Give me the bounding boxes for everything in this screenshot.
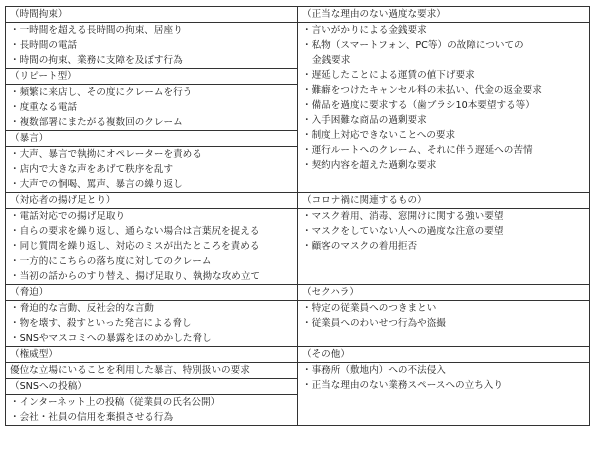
list-item: ・備品を過度に要求する（歯ブラシ10本要望する等）	[302, 100, 535, 111]
list-item: ・顧客のマスクの着用拒否	[302, 241, 418, 252]
list-item: ・言いがかりによる金銭要求	[302, 25, 427, 36]
list-item: ・事務所（敷地内）への不法侵入	[302, 365, 446, 376]
category-title: （正当な理由のない過度な要求）	[298, 7, 590, 23]
category-items	[298, 209, 590, 285]
category-title: （脅迫）	[6, 285, 298, 301]
category-items	[6, 85, 298, 131]
list-item: ・頻繁に来店し、その度にクレームを行う	[10, 87, 193, 98]
category-items	[298, 301, 590, 347]
category-title: （対応者の揚げ足とり）	[6, 193, 298, 209]
category-title: （権威型）	[6, 347, 298, 363]
list-item: ・正当な理由のない業務スペースへの立ち入り	[302, 380, 503, 391]
list-item: ・当初の話からのすり替え、揚げ足取り、執拗な攻め立て	[10, 271, 261, 282]
list-item: ・電話対応での揚げ足取り	[10, 211, 126, 222]
list-item: ・複数部署にまたがる複数回のクレーム	[10, 117, 183, 128]
list-item: ・自らの要求を繰り返し、通らない場合は言葉尻を捉える	[10, 226, 260, 237]
list-item: ・脅迫的な言動、反社会的な言動	[10, 303, 154, 314]
list-item: ・店内で大きな声をあげて秩序を乱す	[10, 164, 174, 175]
list-item: ・マスクをしていない人への過度な注意の要望	[302, 226, 504, 237]
category-title: （リピート型）	[6, 69, 298, 85]
list-item: ・物を壊す、殺すといった発言による脅し	[10, 318, 192, 329]
list-item: ・入手困難な商品の過剰要求	[302, 115, 427, 126]
list-item: ・契約内容を超えた過剰な要求	[302, 160, 437, 171]
list-item: ・SNSやマスコミへの暴露をほのめかした脅し	[10, 333, 212, 344]
category-title: （時間拘束）	[6, 7, 298, 23]
list-item: ・大声、暴言で執拗にオペレーターを責める	[10, 149, 202, 160]
list-item: ・従業員へのわいせつ行為や盗撮	[302, 318, 446, 329]
category-items	[6, 23, 298, 69]
list-item: ・難癖をつけたキャンセル料の未払い、代金の返金要求	[302, 85, 542, 96]
category-title: （セクハラ）	[298, 285, 590, 301]
category-items	[298, 23, 590, 193]
list-item: ・私物（スマートフォン、PC等）の故障についての	[302, 40, 524, 51]
category-title: （コロナ禍に関連するもの）	[298, 193, 590, 209]
list-item: ・マスク着用、消毒、窓開けに関する強い要望	[302, 211, 504, 222]
category-items	[6, 301, 298, 347]
list-item: ・大声での恫喝、罵声、暴言の繰り返し	[10, 179, 183, 190]
list-item: ・制度上対応できないことへの要求	[302, 130, 456, 141]
list-item: 金銭要求	[312, 55, 351, 66]
list-item: ・一時間を超える長時間の拘束、居座り	[10, 25, 183, 36]
list-item: ・一方的にこちらの落ち度に対してのクレーム	[10, 256, 212, 267]
list-item: ・インターネット上の投稿（従業員の氏名公開）	[10, 397, 221, 408]
list-item: ・同じ質問を繰り返し、対応のミスが出たところを責める	[10, 241, 260, 252]
category-title: （SNSへの投稿）	[6, 379, 298, 395]
list-item: ・度重なる電話	[10, 102, 78, 113]
category-items	[6, 209, 298, 285]
list-item: ・遅延したことによる運賃の値下げ要求	[302, 70, 475, 81]
list-item: 優位な立場にいることを利用した暴言、特別扱いの要求	[10, 365, 250, 376]
list-item: ・時間の拘束、業務に支障を及ぼす行為	[10, 55, 183, 66]
category-items	[6, 147, 298, 193]
category-items	[6, 363, 298, 379]
list-item: ・特定の従業員へのつきまとい	[302, 303, 437, 314]
customer-harassment-table	[5, 6, 590, 426]
category-items	[6, 395, 298, 426]
list-item: ・長時間の電話	[10, 40, 78, 51]
list-item: ・会社・社員の信用を棄損させる行為	[10, 412, 174, 423]
category-title: （暴言）	[6, 131, 298, 147]
category-items	[298, 363, 590, 426]
category-title: （その他）	[298, 347, 590, 363]
list-item: ・運行ルートへのクレーム、それに伴う遅延への苦情	[302, 145, 533, 156]
